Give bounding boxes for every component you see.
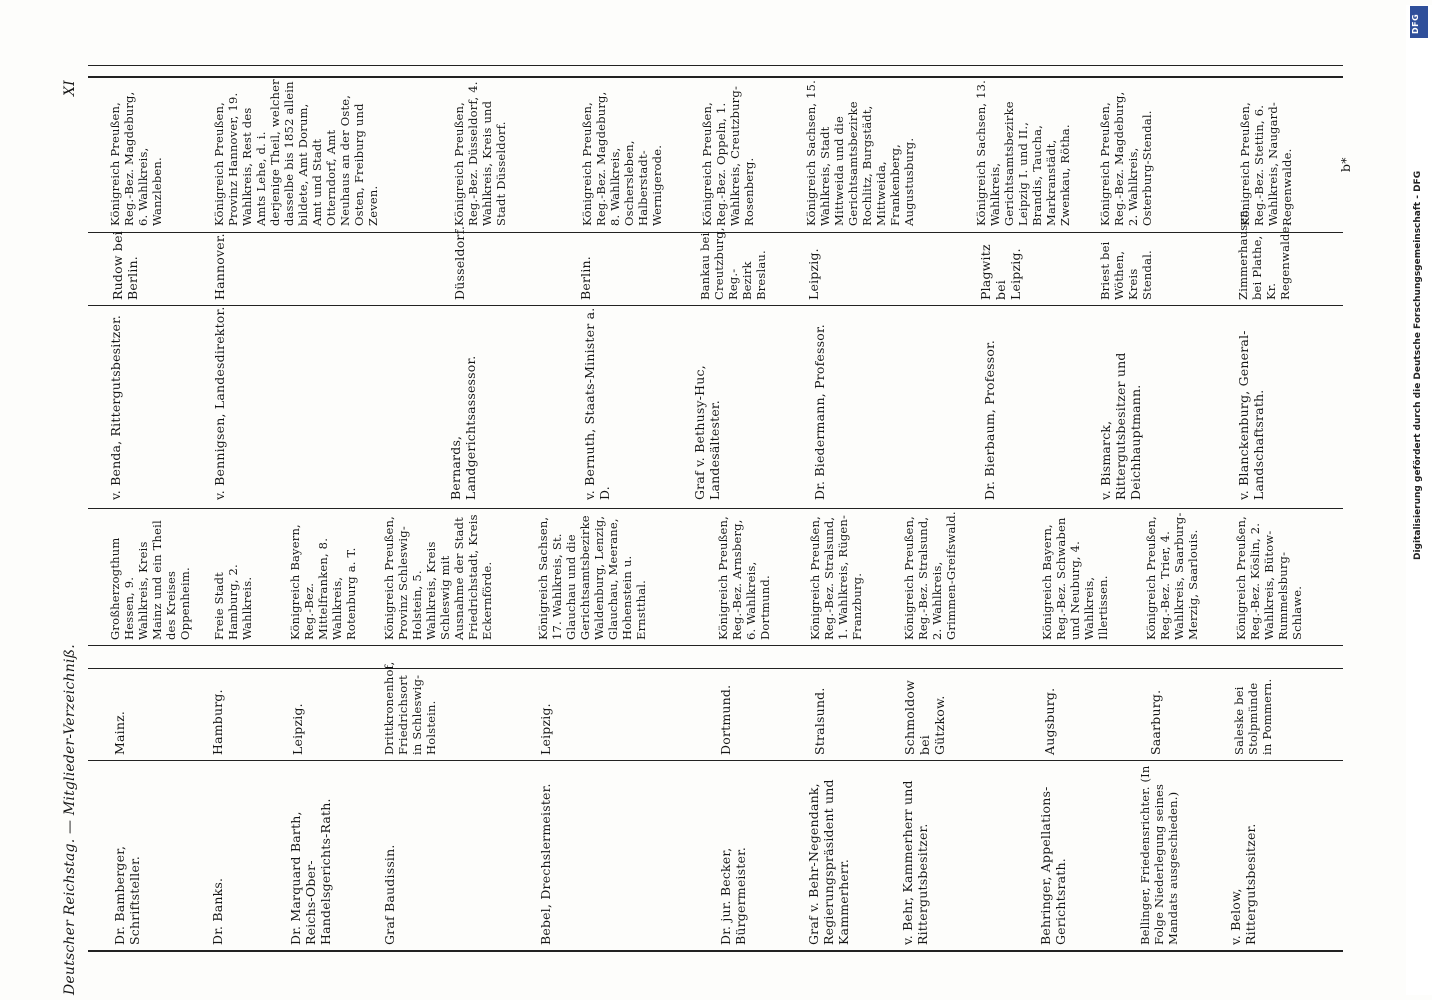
- member-name: v. Below, Rittergutsbesitzer.: [1228, 823, 1258, 945]
- member-name: v. Blanckenburg, General-Landschaftsrath.: [1236, 330, 1266, 500]
- signature-mark: b*: [1338, 157, 1353, 172]
- member-name: v. Bernuth, Staats-Minister a. D.: [582, 307, 612, 500]
- member-name: Dr. Biedermann, Professor.: [812, 324, 827, 500]
- member-district: Königreich Preußen, Reg.-Bez. Magdeburg, 2. Wahlkreis, Osterburg-Stendal.: [1098, 91, 1154, 226]
- member-residence: Hamburg.: [210, 689, 225, 755]
- member-name: Graf Baudissin.: [382, 844, 397, 945]
- member-name: v. Behr, Kammerherr und Rittergutsbesitzer.: [900, 780, 930, 945]
- member-residence: Dortmund.: [718, 684, 733, 755]
- member-name: Bellinger, Friedensrichter. (In Folge Niederlegung seines Mandats ausgeschieden.): [1138, 765, 1180, 945]
- member-residence: Rudow bei Berlin.: [110, 231, 140, 300]
- member-residence: Schmoldow bei Gützkow.: [902, 679, 947, 755]
- member-residence: Mainz.: [112, 710, 127, 755]
- member-residence: Berlin.: [578, 256, 593, 300]
- member-district: Großherzogthum Hessen, 9. Wahlkreis, Kreis Mainz und ein Theil des Kreises Oppenheim.: [108, 520, 192, 640]
- column-rule: [88, 645, 1343, 646]
- member-district: Königreich Preußen, Reg.-Bez. Stralsund, 2. Wahlkreis, Grimmen-Greifswald.: [902, 511, 958, 640]
- member-residence: Plagwitz bei Leipzig.: [978, 244, 1023, 300]
- member-residence: Leipzig.: [806, 248, 821, 300]
- member-district: Freie Stadt Hamburg, 2. Wahlkreis.: [212, 564, 254, 640]
- member-residence: Saleske bei Stolpmünde in Pommern.: [1232, 678, 1274, 755]
- member-residence: Düsseldorf.: [452, 225, 467, 300]
- member-residence: Briest bei Wöthen, Kreis Stendal.: [1098, 241, 1154, 300]
- member-name: Bebel, Drechslermeister.: [538, 783, 553, 945]
- dfg-logo: [1410, 6, 1428, 38]
- member-district: Königreich Preußen, Reg.-Bez. Magdeburg, 8. Wahlkreis, Oschersleben, Halberstadt-Wernigerode.: [580, 91, 664, 226]
- member-residence: Saarburg.: [1148, 689, 1163, 755]
- member-residence: Leipzig.: [290, 703, 305, 755]
- member-name: Dr. Marquard Barth, Reichs-Ober-Handelsgerichts-Rath.: [288, 798, 333, 945]
- member-district: Königreich Preußen, Provinz Schleswig-Holstein, 5. Wahlkreis, Kreis Schleswig mit Ausnahme der Stadt Friedrichstadt, Kreis Eckernförde.: [382, 514, 494, 640]
- member-residence: Stralsund.: [812, 687, 827, 755]
- column-rule: [88, 508, 1343, 509]
- member-residence: Hannover.: [212, 233, 227, 300]
- member-name: v. Bennigsen, Landesdirektor.: [212, 306, 227, 500]
- member-name: Dr. Bierbaum, Professor.: [982, 339, 997, 500]
- member-name: Graf v. Behr-Negendank, Regierungspräsident und Kammerherr.: [806, 779, 851, 945]
- attribution-text: Digitalisierung gefördert durch die Deutsche Forschungsgemeinschaft - DFG: [1413, 170, 1423, 560]
- member-district: Königreich Preußen, Reg.-Bez. Köslin, 2. Wahlkreis, Bütow-Rummelsburg-Schlawe.: [1234, 516, 1304, 640]
- column-rule: [88, 65, 1343, 66]
- member-name: Dr. Banks.: [210, 877, 225, 945]
- member-name: Behringer, Appellations-Gerichtsrath.: [1038, 786, 1068, 945]
- member-name: Graf v. Bethusy-Huc, Landesältester.: [692, 365, 722, 500]
- member-residence: Drittkronenhof, Friedrichsort in Schleswig-Holstein.: [382, 661, 438, 755]
- member-residence: Bankau bei Creutzburg, Reg.-Bezirk Breslau.: [698, 227, 768, 300]
- member-name: v. Bismarck, Rittergutsbesitzer und Deichhauptmann.: [1098, 352, 1143, 500]
- member-district: Königreich Preußen, Reg.-Bez. Oppeln, 1. Wahlkreis, Creutzburg-Rosenberg.: [700, 85, 756, 226]
- member-district: Königreich Sachsen, 13. Wahlkreis, Gerichtsamtsbezirke Leipzig I. und II., Brandis, Taucha, Markranstädt, Zwenkau, Rötha.: [974, 79, 1072, 226]
- dfg-logo-text: DFG: [1411, 13, 1420, 34]
- column-rule: [88, 950, 1343, 952]
- member-district: Königreich Preußen, Reg.-Bez. Trier, 4. Wahlkreis, Saarburg-Merzig, Saarlouis.: [1144, 512, 1200, 640]
- member-residence: Zimmerhausen bei Plathe, Kr. Regenwalde.: [1236, 210, 1292, 300]
- member-name: Dr. Bamberger, Schriftsteller.: [112, 845, 142, 945]
- member-district: Königreich Preußen, Reg.-Bez. Magdeburg, 6. Wahlkreis, Wanzleben.: [108, 91, 164, 226]
- page-number: XI: [62, 80, 78, 96]
- member-residence: Augsburg.: [1042, 687, 1057, 755]
- member-district: Königreich Sachsen, 17. Wahlkreis, St. Glauchau und die Gerichtsamtsbezirke Waldenburg, Lenzig, Glauchau, Meerane, Hohenstein u. Ernstthal.: [536, 515, 648, 640]
- member-district: Königreich Sachsen, 15. Wahlkreis, Stadt Mittweida und die Gerichtsamtsbezirke Rochlitz, Burgstädt, Mittweida, Frankenberg, Augustusburg.: [804, 79, 916, 226]
- member-name: v. Benda, Rittergutsbesitzer.: [108, 314, 123, 500]
- member-district: Königreich Preußen, Reg.-Bez. Arnsberg, 6. Wahlkreis, Dortmund.: [716, 516, 772, 640]
- member-name: Bernards, Landgerichtsassessor.: [448, 355, 478, 500]
- member-district: Königreich Preußen, Reg.-Bez. Stralsund, 1. Wahlkreis, Rügen-Franzburg.: [808, 514, 864, 640]
- running-title: Deutscher Reichstag. — Mitglieder-Verzeichniß.: [62, 644, 78, 995]
- member-residence: Leipzig.: [538, 703, 553, 755]
- member-district: Königreich Preußen, Reg.-Bez. Stettin, 6. Wahlkreis, Naugard-Regenwalde.: [1238, 101, 1294, 226]
- member-name: Dr. jur. Becker, Bürgermeister.: [718, 846, 748, 945]
- member-district: Königreich Preußen, Provinz Hannover, 19. Wahlkreis, Rest des Amts Lehe, d. i. derjenige Theil, welcher dasselbe bis 1852 allein bildete, Amt Dorum, Amt und Stadt Otterndorf, Amt Neuhaus an der Oste, Osten, Freiburg und Zeven.: [212, 79, 380, 226]
- column-rule: [88, 668, 1343, 669]
- member-district: Königreich Bayern, Reg.-Bez. Schwaben und Neuburg, 4. Wahlkreis, Illertissen.: [1040, 517, 1110, 640]
- member-district: Königreich Preußen, Reg.-Bez. Düsseldorf, 4. Wahlkreis, Kreis und Stadt Düsseldorf.: [452, 81, 508, 226]
- member-district: Königreich Bayern, Reg.-Bez. Mittelfranken, 8. Wahlkreis, Rotenburg a. T.: [288, 524, 358, 640]
